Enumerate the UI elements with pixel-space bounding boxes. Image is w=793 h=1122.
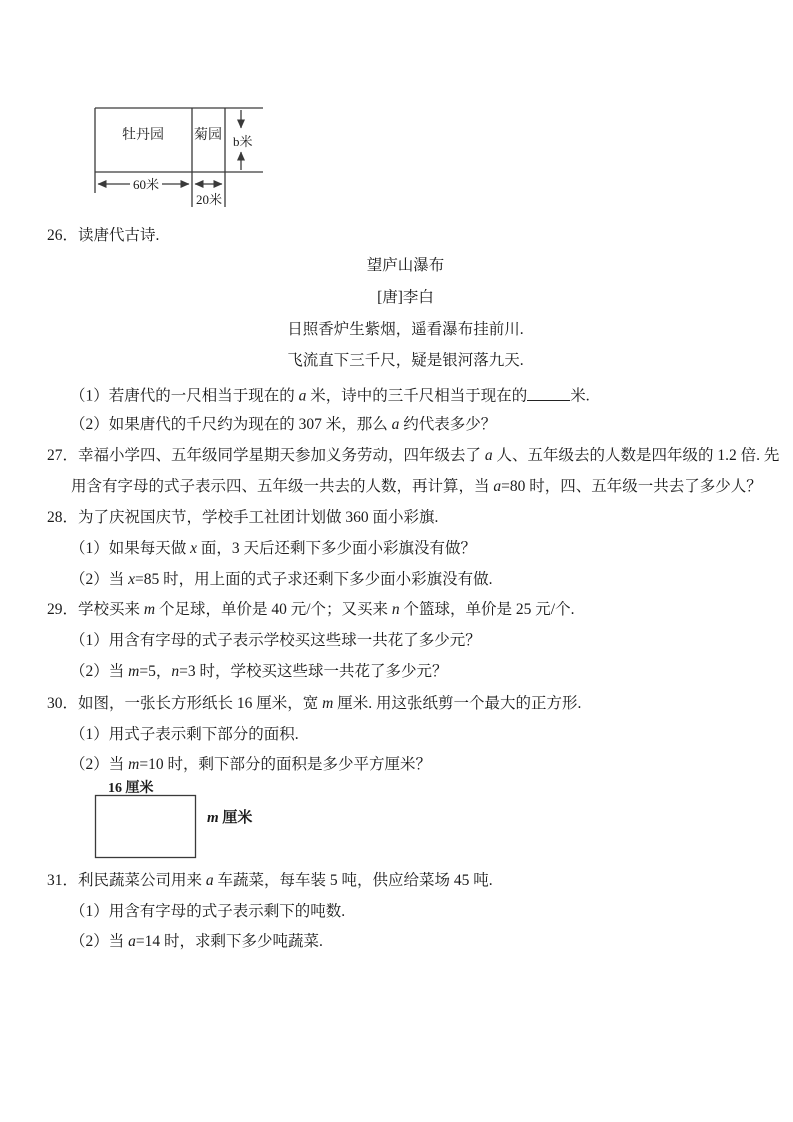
problem-26-q1: （1）若唐代的一尺相当于现在的 a 米，诗中的三千尺相当于现在的 米. <box>70 385 590 405</box>
problem-27-stem-line1: 27．幸福小学四、五年级同学星期天参加义务劳动，四年级去了 a 人、五年级去的人数是四年级的 1.2 倍. 先 <box>47 447 780 464</box>
problem-27-stem-line2: 用含有字母的式子表示四、五年级一共去的人数，再计算，当 a=80 时，四、五年级一共去了多少人？ <box>71 478 762 495</box>
problem-31-q1: （1）用含有字母的式子表示剩下的吨数. <box>70 903 346 920</box>
garden-diagram <box>88 100 270 212</box>
poem-line-1: 日照香炉生紫烟，遥看瀑布挂前川. <box>287 321 524 338</box>
problem-28-q2: （2）当 x=85 时，用上面的式子求还剩下多少面小彩旗没有做. <box>70 571 493 588</box>
paper-width-label: 16 厘米 <box>108 781 154 796</box>
problem-30-q2: （2）当 m=10 时，剩下部分的面积是多少平方厘米？ <box>70 756 431 773</box>
problem-30-q1: （1）用式子表示剩下部分的面积. <box>70 726 299 743</box>
problem-28-q1: （1）如果每天做 x 面，3 天后还剩下多少面小彩旗没有做？ <box>70 540 477 557</box>
problem-31-q2: （2）当 a=14 时，求剩下多少吨蔬菜. <box>70 933 323 950</box>
garden-width-left-label: 60米 <box>130 177 162 192</box>
problem-29-stem: 29．学校买来 m 个足球，单价是 40 元/个；又买来 n 个篮球，单价是 25 元/个. <box>47 601 575 618</box>
poem-author: [唐]李白 <box>377 289 434 306</box>
poem-line-2: 飞流直下三千尺，疑是银河落九天. <box>287 352 524 369</box>
paper-height-label: m 厘米 <box>207 810 253 826</box>
problem-29-q1: （1）用含有字母的式子表示学校买这些球一共花了多少元？ <box>70 632 481 649</box>
paper-rectangle <box>96 796 196 858</box>
problem-29-q2: （2）当 m=5，n=3 时，学校买这些球一共花了多少元？ <box>70 663 448 680</box>
garden-width-right-label: 20米 <box>196 192 223 207</box>
problem-26-stem: 26．读唐代古诗. <box>47 227 160 244</box>
poem-title: 望庐山瀑布 <box>366 257 445 274</box>
garden-right-cell-label: 菊园 <box>194 128 222 143</box>
garden-height-label: b米 <box>233 134 253 149</box>
problem-28-stem: 28．为了庆祝国庆节，学校手工社团计划做 360 面小彩旗. <box>47 509 439 526</box>
problem-31-stem: 31．利民蔬菜公司用来 a 车蔬菜，每车装 5 吨，供应给菜场 45 吨. <box>47 872 493 889</box>
problem-30-stem: 30．如图，一张长方形纸长 16 厘米，宽 m 厘米. 用这张纸剪一个最大的正方形. <box>47 695 582 712</box>
problem-26-q2: （2）如果唐代的千尺约为现在的 307 米，那么 a 约代表多少？ <box>70 416 497 433</box>
garden-left-cell-label: 牡丹园 <box>122 128 164 143</box>
garden-diagram-lines <box>95 108 263 207</box>
